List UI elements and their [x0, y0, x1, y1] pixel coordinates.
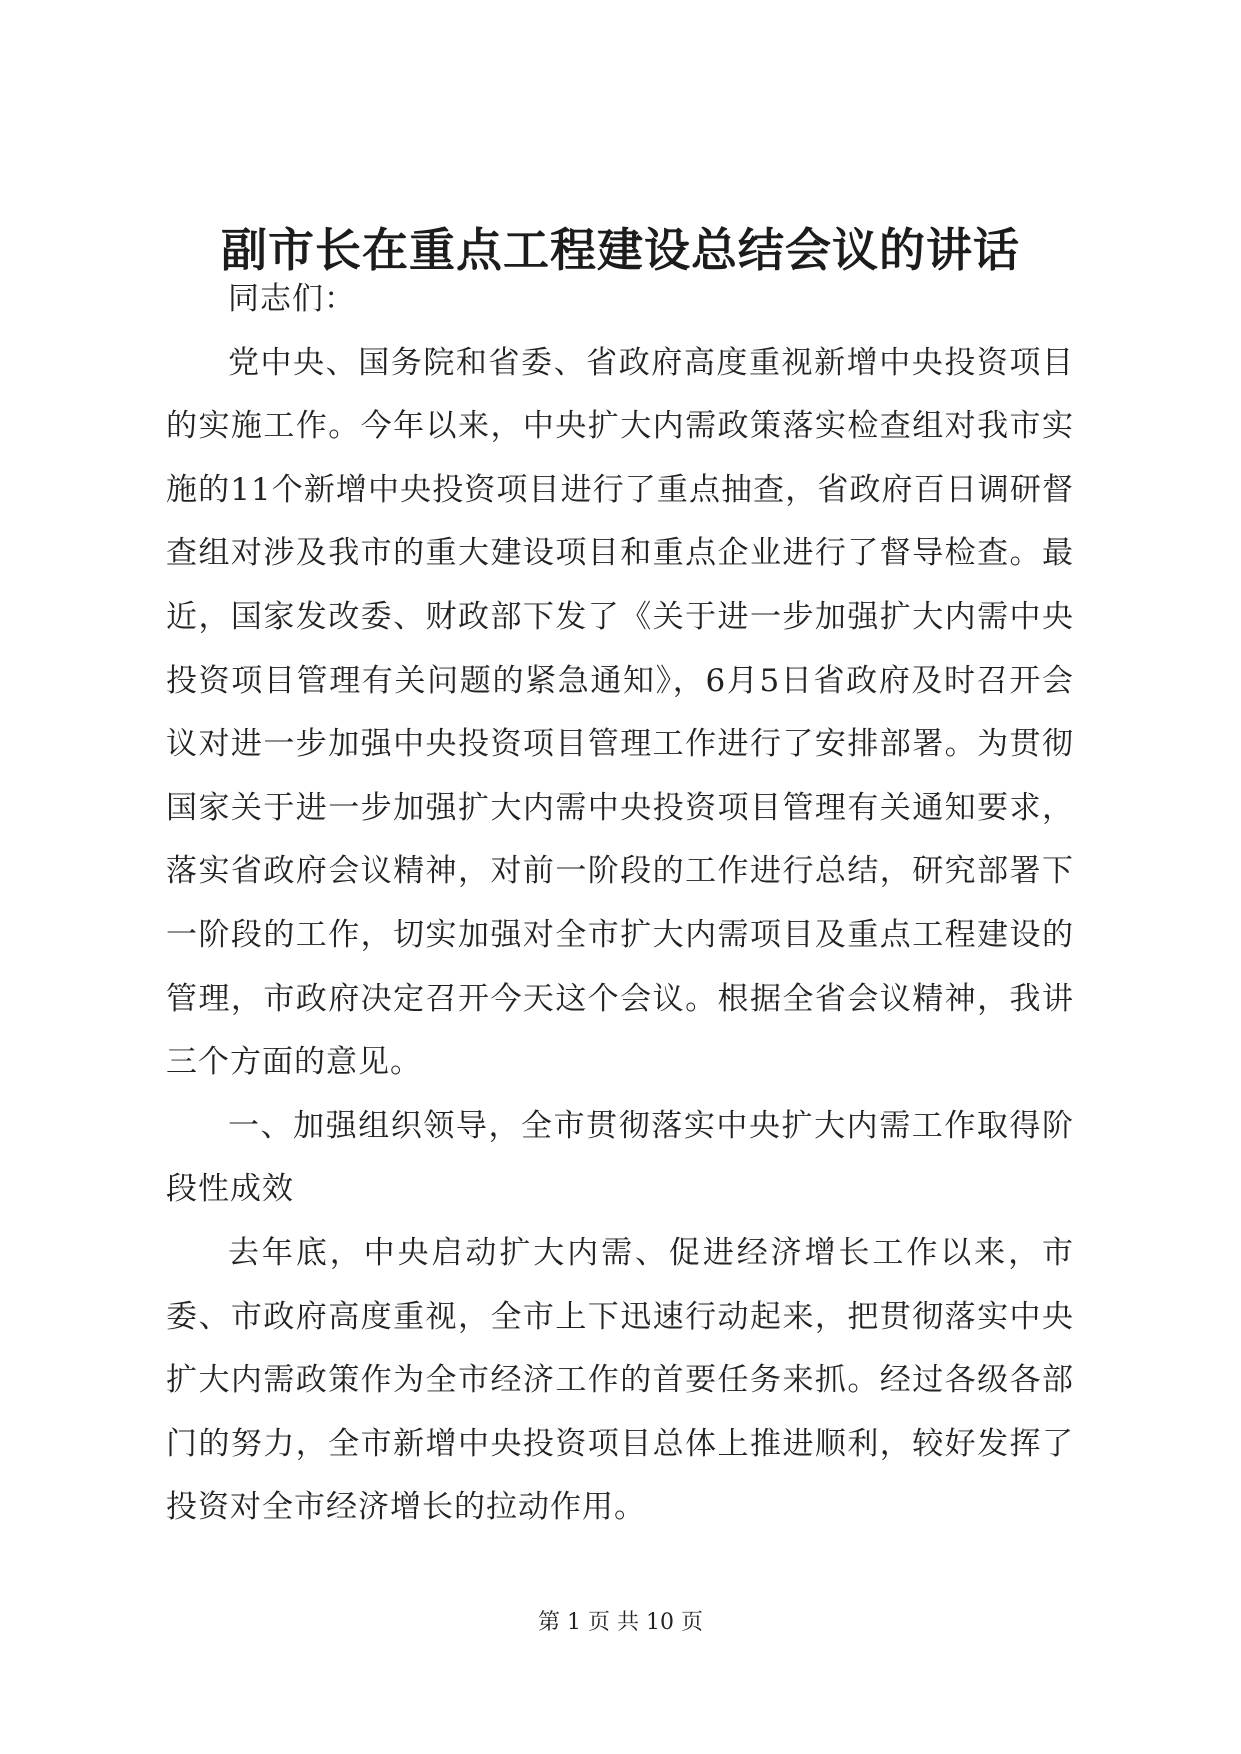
page-number-footer: 第 1 页 共 10 页	[538, 1610, 703, 1635]
document-title: 副市长在重点工程建设总结会议的讲话	[221, 223, 1020, 277]
document-body	[166, 268, 1074, 1540]
section-heading-1: 一、加强组织领导，全市贯彻落实中央扩大内需工作取得阶段性成效	[166, 1107, 1074, 1208]
intro-paragraph: 党中央、国务院和省委、省政府高度重视新增中央投资项目的实施工作。今年以来，中央扩大内需政策落实检查组对我市实施的11个新增中央投资项目进行了重点抽查，省政府百日调研督查组对涉及我市的重大建设项目和重点企业进行了督导检查。最近，国家发改委、财政部下发了《关于进一步加强扩大内需中央投资项目管理有关问题的紧急通知》，6月5日省政府及时召开会议对进一步加强中央投资项目管理工作进行了安排部署。为贯彻国家关于进一步加强扩大内需中央投资项目管理有关通知要求，落实省政府会议精神，对前一阶段的工作进行总结，研究部署下一阶段的工作，切实加强对全市扩大内需项目及重点工程建设的管理，市政府决定召开今天这个会议。根据全省会议精神，我讲三个方面的意见。	[166, 344, 1074, 1081]
salutation-paragraph: 同志们：	[228, 281, 356, 317]
section-1-paragraph: 去年底，中央启动扩大内需、促进经济增长工作以来，市委、市政府高度重视，全市上下迅速行动起来，把贯彻落实中央扩大内需政策作为全市经济工作的首要任务来抓。经过各级各部门的努力，全市新增中央投资项目总体上推进顺利，较好发挥了投资对全市经济增长的拉动作用。	[166, 1234, 1074, 1526]
